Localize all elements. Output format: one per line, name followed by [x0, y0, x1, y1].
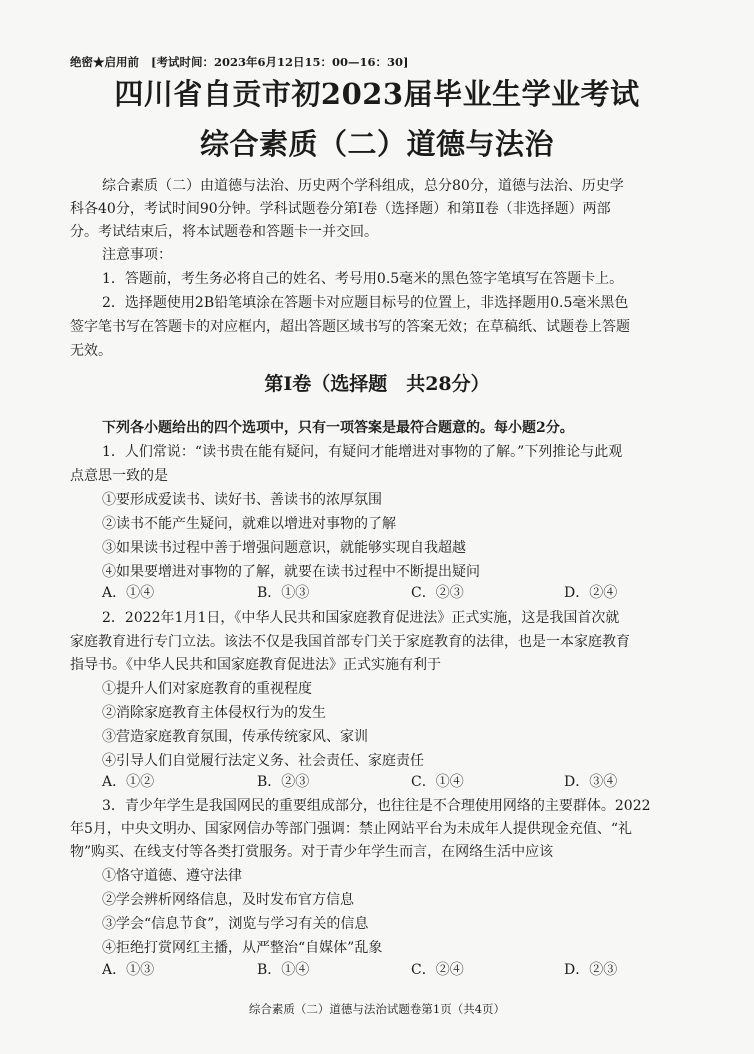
q2-statement-4: ④引导人们自觉履行法定义务、社会责任、家庭责任 — [102, 753, 424, 769]
q1-statement-4: ④如果要增进对事物的了解，就要在读书过程中不断提出疑问 — [102, 564, 480, 580]
q3-options — [102, 961, 662, 979]
exam-title: 四川省自贡市初2023届毕业生学业考试 — [114, 77, 640, 111]
q1-option-a[interactable]: A．①④ — [102, 585, 155, 601]
q2-stem-line-3: 指导书。《中华人民共和国家庭教育促进法》正式实施有利于 — [70, 657, 441, 673]
q1-option-b[interactable]: B．①③ — [257, 585, 310, 601]
q3-statement-1: ①恪守道德、遵守法律 — [102, 868, 242, 884]
page-footer: 综合素质（二）道德与法治试题卷第1页（共4页） — [248, 1002, 506, 1016]
q2-statement-2: ②消除家庭教育主体侵权行为的发生 — [102, 705, 326, 721]
notice-heading: 注意事项： — [102, 247, 172, 263]
q1-option-d[interactable]: D．②④ — [564, 585, 618, 601]
q1-option-c[interactable]: C．②③ — [411, 585, 464, 601]
notice-line-3: 签字笔书写在答题卡的对应框内，超出答题区域书写的答案无效；在草稿纸、试题卷上答题 — [70, 319, 630, 335]
q3-option-c[interactable]: C．②④ — [411, 962, 464, 978]
intro-line-2: 科各40分，考试时间90分钟。学科试题卷分第Ⅰ卷（选择题）和第Ⅱ卷（非选择题）两部 — [70, 201, 611, 217]
section-instruction: 下列各小题给出的四个选项中，只有一项答案是最符合题意的。每小题2分。 — [102, 420, 574, 436]
q2-statement-1: ①提升人们对家庭教育的重视程度 — [102, 681, 312, 697]
notice-line-2: 2．选择题使用2B铅笔填涂在答题卡对应题目标号的位置上，非选择题用0.5毫米黑色 — [102, 295, 629, 311]
q1-statement-3: ③如果读书过程中善于增强问题意识，就能够实现自我超越 — [102, 540, 466, 556]
q1-statement-2: ②读书不能产生疑问，就难以增进对事物的了解 — [102, 516, 396, 532]
q3-statement-2: ②学会辨析网络信息，及时发布官方信息 — [102, 892, 354, 908]
q2-option-b[interactable]: B．②③ — [257, 774, 310, 790]
q3-option-b[interactable]: B．①④ — [257, 962, 310, 978]
section-title: 第Ⅰ卷（选择题 共28分） — [264, 373, 490, 395]
confidential-mark: 绝密★启用前 — [70, 55, 139, 69]
confidential-line — [70, 53, 408, 71]
q2-stem-line-2: 家庭教育进行专门立法。该法不仅是我国首部专门关于家庭教育的法律，也是一本家庭教育 — [70, 634, 630, 650]
exam-subtitle: 综合素质（二）道德与法治 — [199, 127, 554, 161]
q2-options — [102, 773, 662, 791]
q2-stem-line-1: 2．2022年1月1日，《中华人民共和国家庭教育促进法》正式实施，这是我国首次就 — [102, 610, 620, 626]
q1-options — [102, 584, 662, 602]
q1-statement-1: ①要形成爱读书、读好书、善读书的浓厚氛围 — [102, 492, 382, 508]
q1-stem-line-1: 1．人们常说：“读书贵在能有疑问，有疑问才能增进对事物的了解。”下列推论与此观 — [102, 444, 623, 460]
notice-line-4: 无效。 — [70, 343, 112, 359]
q3-stem-line-3: 物”购买、在线支付等各类打赏服务。对于青少年学生而言，在网络生活中应该 — [70, 844, 554, 860]
intro-line-1: 综合素质（二）由道德与法治、历史两个学科组成，总分80分，道德与法治、历史学 — [102, 178, 624, 194]
q3-stem-line-2: 年5月，中央文明办、国家网信办等部门强调：禁止网站平台为未成年人提供现金充值、“礼 — [70, 821, 633, 837]
q3-statement-4: ④拒绝打赏网红主播，从严整治“自媒体”乱象 — [102, 940, 383, 956]
q3-option-a[interactable]: A．①③ — [102, 962, 155, 978]
q2-option-c[interactable]: C．①④ — [411, 774, 464, 790]
q2-statement-3: ③营造家庭教育氛围，传承传统家风、家训 — [102, 729, 368, 745]
q3-option-d[interactable]: D．②③ — [564, 962, 618, 978]
q2-option-a[interactable]: A．①② — [102, 774, 155, 790]
q3-stem-line-1: 3．青少年学生是我国网民的重要组成部分，也往往是不合理使用网络的主要群体。2022 — [102, 798, 651, 814]
q2-option-d[interactable]: D．③④ — [564, 774, 618, 790]
intro-line-3: 分。考试结束后，将本试题卷和答题卡一并交回。 — [70, 224, 378, 240]
exam-time: [考试时间：2023年6月12日15：00—16：30] — [151, 55, 409, 69]
notice-line-1: 1．答题前，考生务必将自己的姓名、考号用0.5毫米的黑色签字笔填写在答题卡上。 — [102, 271, 624, 287]
q3-statement-3: ③学会“信息节食”，浏览与学习有关的信息 — [102, 916, 369, 932]
q1-stem-line-2: 点意思一致的是 — [70, 468, 168, 484]
